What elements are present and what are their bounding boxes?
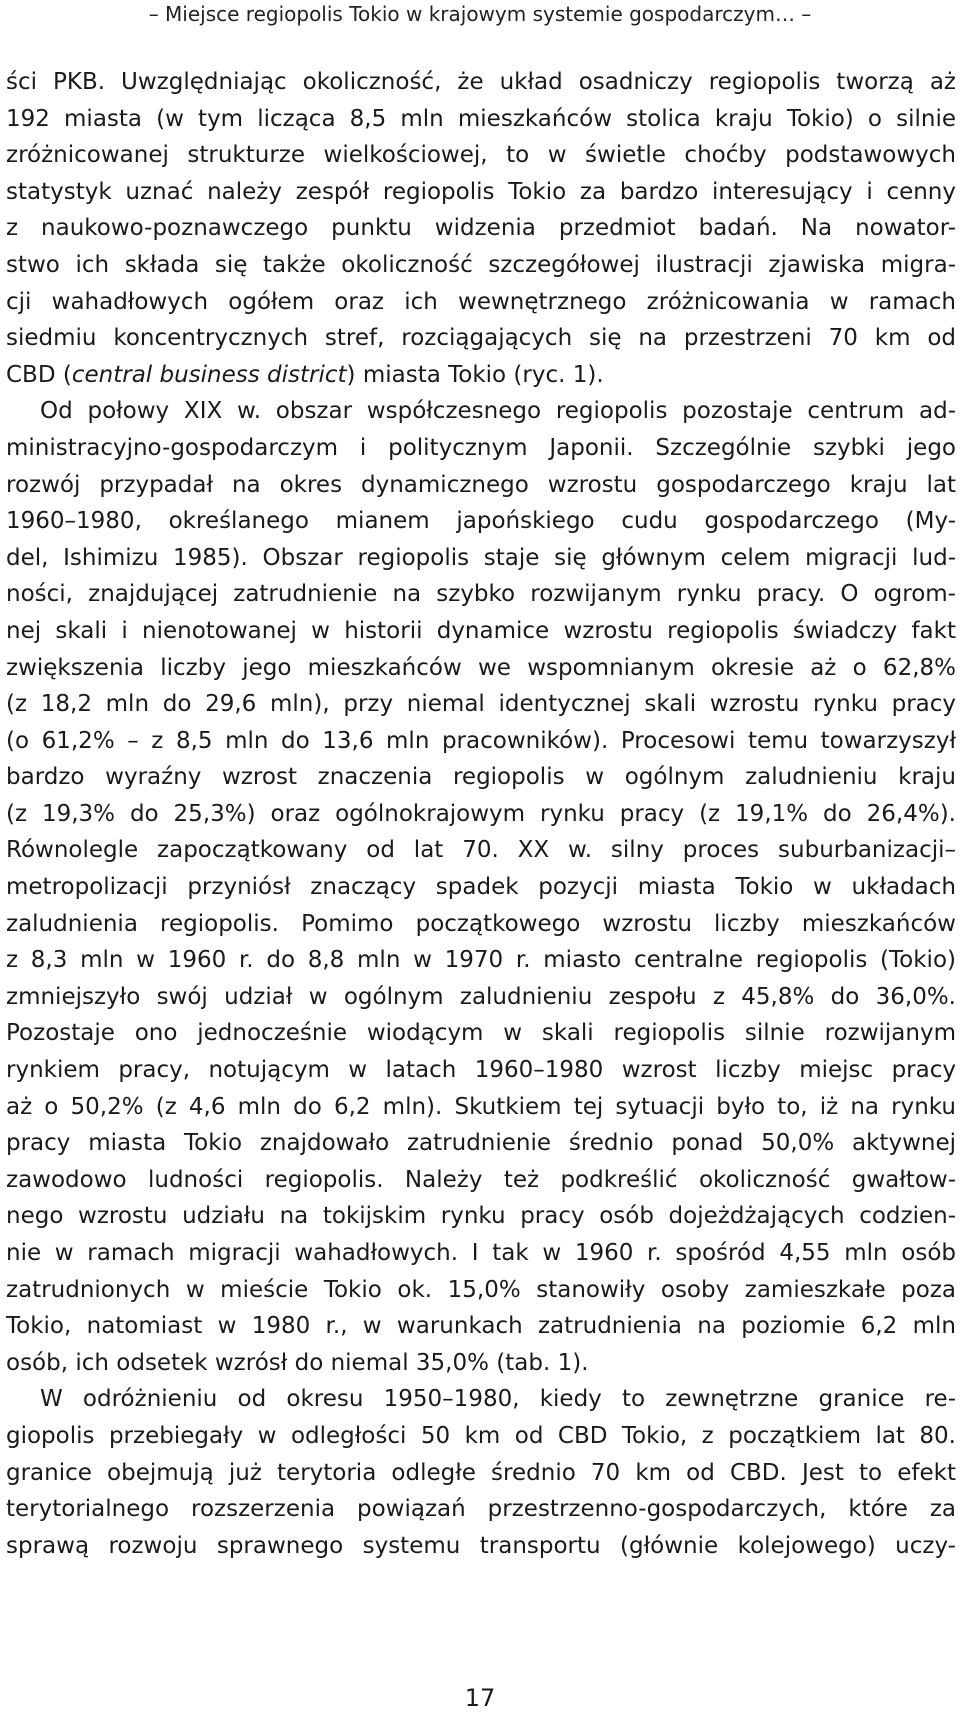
body-text — [6, 64, 956, 1564]
text-line: Tokio, natomiast w 1980 r., w warunkach zatrudnienia na poziomie 6,2 mln — [6, 1313, 956, 1340]
text-line: ności, znajdującej zatrudnienie na szybko rozwijanym rynku pracy. O ogrom- — [6, 581, 956, 608]
text-line: z naukowo-poznawczego punktu widzenia przedmiot badań. Na nowator- — [6, 215, 956, 242]
text-line: 1960–1980, określanego mianem japońskiego cudu gospodarczego (My- — [6, 508, 956, 535]
text-line: zaludnienia regiopolis. Pomimo początkowego wzrostu liczby mieszkańców — [6, 910, 956, 937]
text-line: statystyk uznać należy zespół regiopolis Tokio za bardzo interesujący i cenny — [6, 178, 956, 205]
text-line: rozwój przypadał na okres dynamicznego wzrostu gospodarczego kraju lat — [6, 471, 956, 498]
text-fragment: ) miasta Tokio (ryc. 1). — [346, 361, 604, 388]
text-line: 192 miasta (w tym licząca 8,5 mln mieszkańców stolica kraju Tokio) o silnie — [6, 105, 956, 132]
text-line: ści PKB. Uwzględniając okoliczność, że układ osadniczy regiopolis tworzą aż — [6, 69, 956, 95]
text-line: (o 61,2% – z 8,5 mln do 13,6 mln pracowników). Procesowi temu towarzyszył — [6, 727, 956, 754]
text-line: giopolis przebiegały w odległości 50 km od CBD Tokio, z początkiem lat 80. — [6, 1422, 956, 1449]
page-number-label: 17 — [464, 1684, 496, 1712]
text-line: zawodowo ludności regiopolis. Należy też podkreślić okoliczność gwałtow- — [6, 1166, 956, 1193]
text-line-with-italic — [6, 357, 956, 394]
running-header — [0, 0, 960, 40]
text-line: cji wahadłowych ogółem oraz ich wewnętrznego zróżnicowania w ramach — [6, 288, 956, 315]
text-line: aż o 50,2% (z 4,6 mln do 6,2 mln). Skutkiem tej sytuacji było to, iż na rynku — [6, 1093, 956, 1120]
running-header-title: – Miejsce regiopolis Tokio w krajowym systemie gospodarczym… – — [148, 2, 812, 26]
text-line: zatrudnionych w mieście Tokio ok. 15,0% stanowiły osoby zamieszkałe poza — [6, 1276, 956, 1303]
text-line: nego wzrostu udziału na tokijskim rynku pracy osób dojeżdżających codzien- — [6, 1203, 956, 1230]
text-line: zróżnicowanej strukturze wielkościowej, to w świetle choćby podstawowych — [6, 142, 956, 169]
text-line: zmniejszyło swój udział w ogólnym zaludnieniu zespołu z 45,8% do 36,0%. — [6, 983, 956, 1010]
text-line: Równolegle zapoczątkowany od lat 70. XX w. silny proces suburbanizacji– — [6, 837, 956, 864]
paragraph-first-line: Od połowy XIX w. obszar współczesnego regiopolis pozostaje centrum ad- — [40, 398, 956, 425]
text-line: stwo ich składa się także okoliczność szczegółowej ilustracji zjawiska migra- — [6, 251, 956, 278]
text-line: sprawą rozwoju sprawnego systemu transportu (głównie kolejowego) uczy- — [6, 1532, 956, 1559]
italic-term: central business district — [71, 361, 347, 388]
text-line: zwiększenia liczby jego mieszkańców we wspomnianym okresie aż o 62,8% — [6, 654, 956, 681]
text-line: (z 19,3% do 25,3%) oraz ogólnokrajowym rynku pracy (z 19,1% do 26,4%). — [6, 800, 956, 827]
text-line: bardzo wyraźny wzrost znaczenia regiopolis w ogólnym zaludnieniu kraju — [6, 764, 956, 791]
text-line: nej skali i nienotowanej w historii dynamice wzrostu regiopolis świadczy fakt — [6, 617, 956, 644]
text-line: rynkiem pracy, notującym w latach 1960–1980 wzrost liczby miejsc pracy — [6, 1057, 956, 1084]
text-line: osób, ich odsetek wzrósł do niemal 35,0% (tab. 1). — [6, 1349, 589, 1376]
text-line: pracy miasta Tokio znajdowało zatrudnienie średnio ponad 50,0% aktywnej — [6, 1130, 956, 1157]
text-fragment: CBD ( — [6, 361, 72, 388]
paragraph-first-line: W odróżnieniu od okresu 1950–1980, kiedy to zewnętrzne granice re- — [40, 1386, 956, 1413]
text-line: metropolizacji przyniósł znaczący spadek pozycji miasta Tokio w układach — [6, 874, 956, 901]
text-line: granice obejmują już terytoria odległe średnio 70 km od CBD. Jest to efekt — [6, 1459, 956, 1486]
text-line: Pozostaje ono jednocześnie wiodącym w skali regiopolis silnie rozwijanym — [6, 1020, 956, 1047]
text-line: (z 18,2 mln do 29,6 mln), przy niemal identycznej skali wzrostu rynku pracy — [6, 691, 956, 718]
text-line: terytorialnego rozszerzenia powiązań przestrzenno-gospodarczych, które za — [6, 1496, 956, 1523]
text-line: z 8,3 mln w 1960 r. do 8,8 mln w 1970 r. miasto centralne regiopolis (Tokio) — [6, 947, 956, 974]
page-number — [0, 1683, 960, 1713]
text-line: ministracyjno-gospodarczym i politycznym Japonii. Szczególnie szybki jego — [6, 434, 956, 461]
text-line: nie w ramach migracji wahadłowych. I tak w 1960 r. spośród 4,55 mln osób — [6, 1240, 956, 1266]
text-line: siedmiu koncentrycznych stref, rozciągających się na przestrzeni 70 km od — [6, 325, 956, 352]
text-line: del, Ishimizu 1985). Obszar regiopolis staje się głównym celem migracji lud- — [6, 544, 956, 571]
